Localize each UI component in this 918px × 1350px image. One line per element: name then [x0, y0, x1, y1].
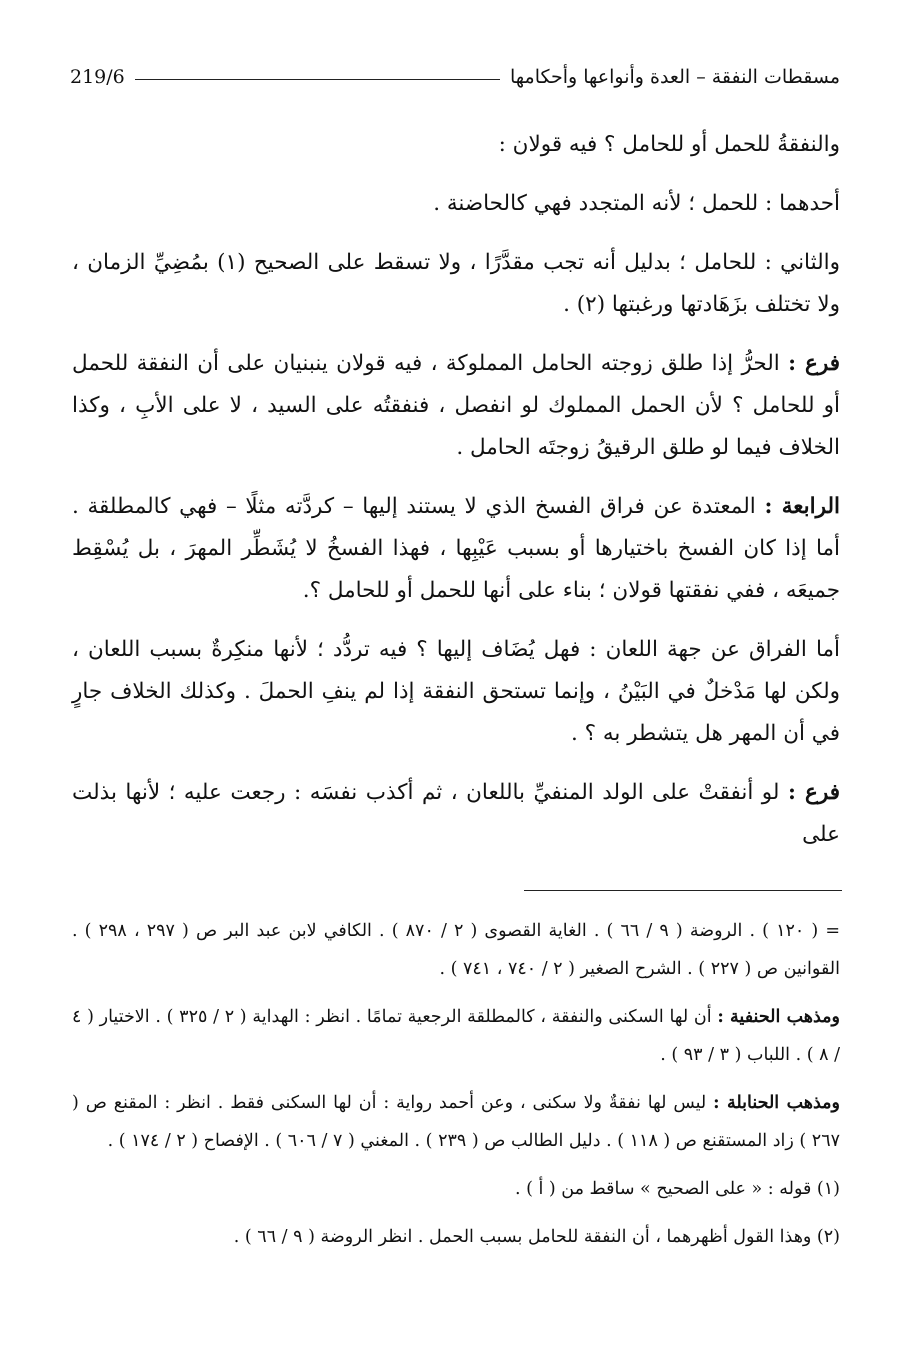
footnote-separator	[524, 890, 842, 891]
paragraph-2: أحدهما : للحمل ؛ لأنه المتجدد فهي كالحاضنة .	[433, 191, 840, 216]
footnote-hanafi	[72, 998, 840, 1074]
paragraph-7	[72, 772, 840, 856]
page-number: 219/6	[70, 66, 125, 88]
footnote-continuation: = ( ١٢٠ ) . الروضة ( ٩ / ٦٦ ) . الغاية القصوى ( ٢ / ٨٧٠ ) . الكافي لابن عبد البر ص ( ٢٩٧ ، ٢٩٨ ) . القوانين ص ( ٢٢٧ ) . الشرح الصغير ( ٢ / ٧٤٠ ، ٧٤١ ) .	[72, 921, 841, 979]
header-rule	[135, 79, 500, 80]
footnote-hanafi-lead: ومذهب الحنفية :	[717, 1007, 840, 1027]
footnote-1: (١) قوله : « على الصحيح » ساقط من ( أ ) .	[514, 1179, 840, 1199]
paragraph-1: والنفقةُ للحمل أو للحامل ؟ فيه قولان :	[498, 132, 840, 157]
paragraph-6: أما الفراق عن جهة اللعان : فهل يُضَاف إليها ؟ فيه تردُّد ؛ لأنها منكِرةٌ بسبب اللعان ، ولكن لها مَدْخلٌ في البَيْنُ ، وإنما تستحق النفقة إذا لم ينفِ الحملَ . وكذلك الخلاف جارٍ في أن المهر هل يتشطر به ؟ .	[72, 637, 840, 746]
paragraph-5-lead: الرابعة :	[764, 494, 840, 519]
running-title: مسقطات النفقة – العدة وأنواعها وأحكامها	[510, 66, 840, 88]
paragraph-5-text: المعتدة عن فراق الفسخ الذي لا يستند إليها – كردَّته مثلًا – فهي كالمطلقة . أما إذا كان الفسخ باختيارها أو بسبب عَيْبِها ، فهذا الفسخُ لا يُشَطِّر المهرَ ، بل يُسْقِط جميعَه ، ففي نفقتها قولان ؛ بناء على أنها للحمل أو للحامل ؟.	[72, 494, 840, 603]
footnote-hanbali-text: ليس لها نفقةٌ ولا سكنى ، وعن أحمد رواية : أن لها السكنى فقط . انظر : المقنع ص ( ٢٦٧ ) زاد المستقنع ص ( ١١٨ ) . دليل الطالب ص ( ٢٣٩ ) . المغني ( ٧ / ٦٠٦ ) . الإفصاح ( ٢ / ١٧٤ ) .	[72, 1093, 840, 1151]
footnote-2: (٢) وهذا القول أظهرهما ، أن النفقة للحامل بسبب الحمل . انظر الروضة ( ٩ / ٦٦ ) .	[233, 1227, 840, 1247]
main-text	[72, 124, 840, 873]
footnote-hanafi-text: أن لها السكنى والنفقة ، كالمطلقة الرجعية تمامًا . انظر : الهداية ( ٢ / ٣٢٥ ) . الاختيار ( ٤ / ٨ ) . اللباب ( ٣ / ٩٣ ) .	[72, 1007, 840, 1065]
paragraph-3: والثاني : للحامل ؛ بدليل أنه تجب مقدَّرًا ، ولا تسقط على الصحيح (١) بمُضِيِّ الزمان ، ولا تختلف بزَهَادتها ورغبتها (٢) .	[72, 250, 840, 317]
paragraph-7-text: لو أنفقتْ على الولد المنفيِّ باللعان ، ثم أكذب نفسَه : رجعت عليه ؛ لأنها بذلت على	[72, 780, 840, 847]
footnotes	[72, 912, 840, 1266]
paragraph-4-text: الحرُّ إذا طلق زوجته الحامل المملوكة ، فيه قولان ينبنيان على أن النفقة للحمل أو للحامل ؟ لأن الحمل المملوك لو انفصل ، فنفقتُه على السيد ، لا على الأبِ ، وكذا الخلاف فيما لو طلق الرقيقُ زوجتَه الحامل .	[72, 351, 840, 460]
paragraph-7-lead: فرع :	[787, 780, 840, 805]
paragraph-4	[72, 343, 840, 469]
paragraph-4-lead: فرع :	[788, 351, 841, 376]
footnote-hanbali-lead: ومذهب الحنابلة :	[713, 1093, 840, 1113]
footnote-hanbali	[72, 1084, 840, 1160]
page-header	[70, 54, 840, 88]
paragraph-5	[72, 486, 840, 612]
